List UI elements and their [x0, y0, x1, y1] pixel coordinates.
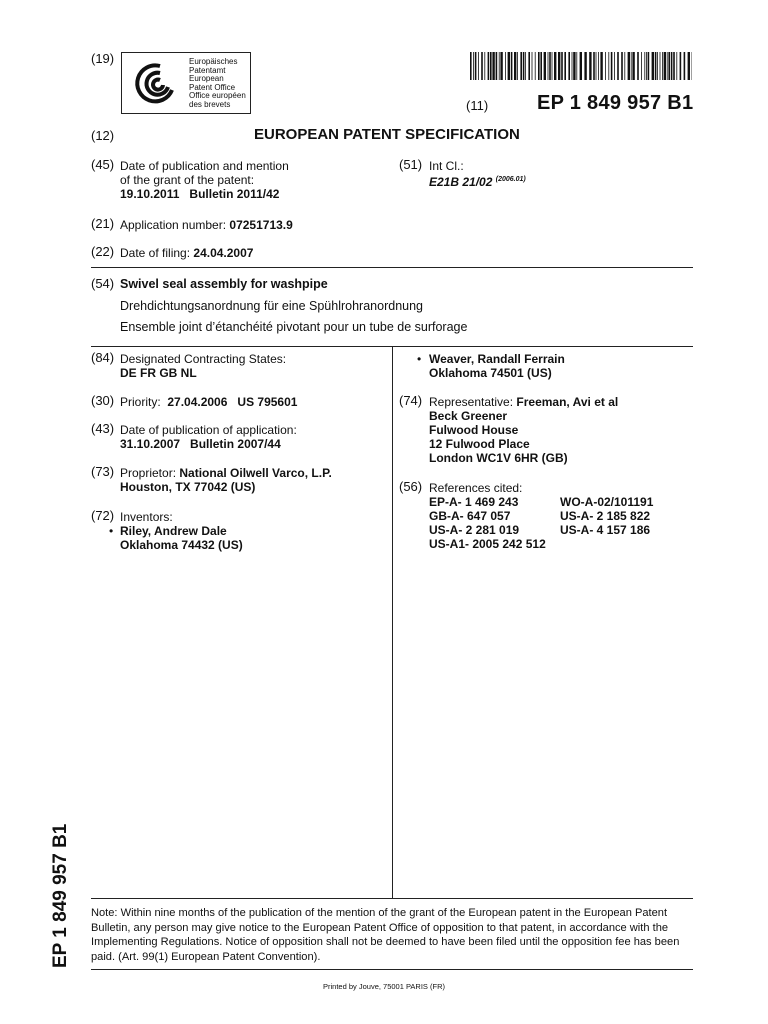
office-line: Patent Office	[189, 82, 236, 92]
divider-line	[91, 898, 693, 899]
representative-address-line: London WC1V 6HR (GB)	[429, 451, 568, 465]
barcode-image	[470, 52, 692, 80]
representative-address-line: 12 Fulwood Place	[429, 437, 530, 451]
code-56: (56)	[399, 479, 423, 494]
field-30	[120, 395, 297, 409]
application-number-label: Application number:	[120, 218, 227, 232]
code-51: (51)	[399, 157, 423, 172]
divider-line	[91, 267, 693, 268]
inventor-name: Riley, Andrew Dale	[120, 524, 227, 538]
field-51	[429, 159, 526, 189]
field-45-label: Date of publication and mention	[120, 159, 289, 173]
code-45: (45)	[91, 157, 115, 172]
references-column-1	[429, 495, 546, 551]
references-column-2	[560, 495, 653, 537]
inventor-2	[429, 352, 565, 380]
reference-item: EP-A- 1 469 243	[429, 495, 519, 509]
inventor-address: Oklahoma 74501 (US)	[429, 366, 552, 380]
publication-number: EP 1 849 957 B1	[537, 92, 694, 114]
representative-address-line: Beck Greener	[429, 409, 508, 423]
epo-logo-box	[121, 52, 251, 114]
filing-date-label: Date of filing:	[120, 246, 191, 260]
office-line: Patentamt	[189, 65, 226, 75]
code-12: (12)	[91, 128, 115, 143]
printer-footer: Printed by Jouve, 75001 PARIS (FR)	[323, 982, 445, 991]
column-divider	[392, 346, 393, 899]
designated-states-label: Designated Contracting States:	[120, 352, 287, 366]
office-line: European	[189, 74, 224, 84]
reference-item: GB-A- 647 057	[429, 509, 511, 523]
code-84: (84)	[91, 350, 115, 365]
proprietor-address: Houston, TX 77042 (US)	[120, 480, 256, 494]
grant-date: 19.10.2011 Bulletin 2011/42	[120, 187, 280, 201]
inventor-name: Weaver, Randall Ferrain	[429, 352, 565, 366]
int-cl-label: Int Cl.:	[429, 159, 464, 173]
reference-item: WO-A-02/101191	[560, 495, 654, 509]
epo-logo-icon	[130, 58, 180, 108]
opposition-note: Note: Within nine months of the publication of the mention of the grant of the European patent in the European Patent Bulletin, any person may give notice to the European Patent Office of opposition to that patent, in accordance with the Implementing Regulations. Notice of opposition shall not be deemed to have been filed until the opposition fee has been paid. (Art. 99(1) European Patent Convention).	[91, 907, 680, 963]
reference-item: US-A- 4 157 186	[560, 523, 651, 537]
field-45	[120, 159, 289, 201]
field-45-label: of the grant of the patent:	[120, 173, 255, 187]
designated-states: DE FR GB NL	[120, 366, 197, 380]
reference-item: US-A- 2 185 822	[560, 509, 651, 523]
office-name	[189, 58, 246, 110]
reference-item: US-A1- 2005 242 512	[429, 537, 546, 551]
office-line: des brevets	[189, 99, 231, 109]
document-type: EUROPEAN PATENT SPECIFICATION	[254, 126, 520, 143]
code-11: (11)	[466, 98, 489, 113]
side-publication-number: EP 1 849 957 B1	[50, 823, 71, 968]
field-43	[120, 423, 297, 451]
code-72: (72)	[91, 508, 115, 523]
int-cl-version: (2006.01)	[495, 176, 526, 183]
proprietor-name: National Oilwell Varco, L.P.	[179, 466, 332, 480]
int-cl-value: E21B 21/02	[429, 175, 493, 189]
priority-label: Priority:	[120, 395, 161, 409]
bullet: •	[417, 352, 422, 366]
application-publication-date: 31.10.2007 Bulletin 2007/44	[120, 437, 281, 451]
office-line: Office européen	[189, 91, 246, 101]
code-73: (73)	[91, 464, 115, 479]
priority-value: 27.04.2006 US 795601	[167, 395, 298, 409]
filing-date: 24.04.2007	[193, 246, 254, 260]
field-22	[120, 246, 253, 260]
code-74: (74)	[399, 393, 423, 408]
code-21: (21)	[91, 216, 115, 231]
application-number: 07251713.9	[229, 218, 293, 232]
reference-item: US-A- 2 281 019	[429, 523, 520, 537]
field-73	[120, 466, 332, 494]
code-30: (30)	[91, 393, 115, 408]
representative-label: Representative:	[429, 395, 514, 409]
field-74	[429, 395, 618, 465]
inventor-1	[120, 524, 243, 552]
bullet: •	[109, 524, 114, 538]
inventors-label: Inventors:	[120, 510, 173, 524]
field-21	[120, 218, 293, 232]
representative-address-line: Fulwood House	[429, 423, 519, 437]
code-43: (43)	[91, 421, 115, 436]
code-54: (54)	[91, 276, 115, 291]
code-22: (22)	[91, 244, 115, 259]
title-german: Drehdichtungsanordnung für eine Spühlrohranordnung	[120, 299, 423, 313]
field-84	[120, 352, 286, 380]
code-19: (19)	[91, 51, 115, 66]
office-line: Europäisches	[189, 57, 238, 66]
application-publication-label: Date of publication of application:	[120, 423, 297, 437]
title-french: Ensemble joint d’étanchéité pivotant pour un tube de surforage	[120, 320, 468, 334]
inventor-address: Oklahoma 74432 (US)	[120, 538, 243, 552]
proprietor-label: Proprietor:	[120, 466, 177, 480]
representative-name: Freeman, Avi et al	[516, 395, 619, 409]
divider-line	[91, 969, 693, 970]
title-english: Swivel seal assembly for washpipe	[120, 277, 328, 291]
references-label: References cited:	[429, 481, 523, 495]
